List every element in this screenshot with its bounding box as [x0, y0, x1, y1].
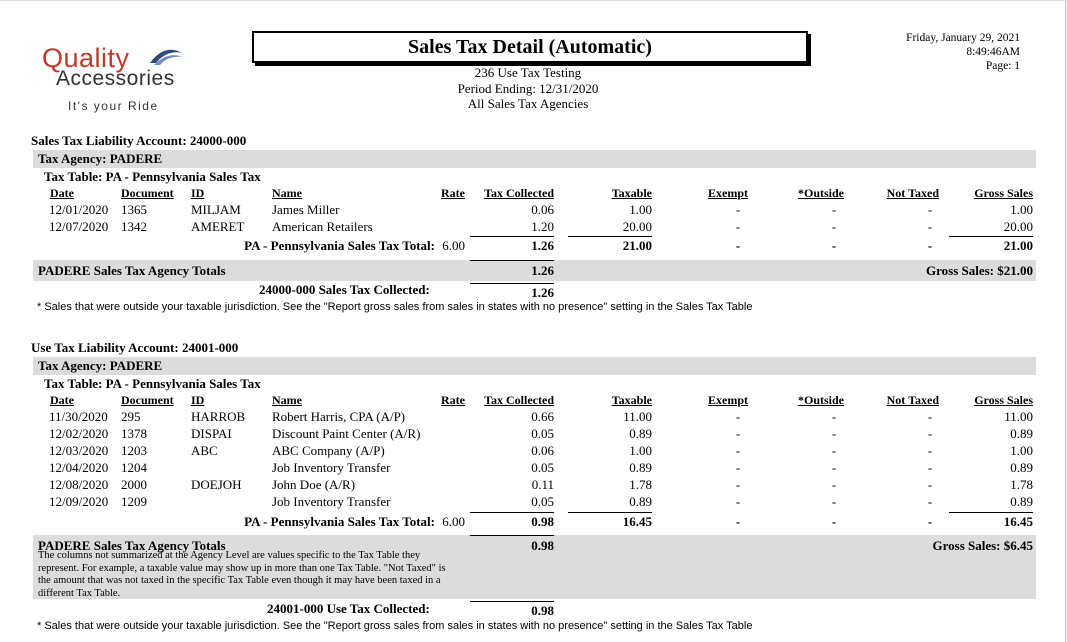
section2-total-exempt: -: [735, 514, 741, 529]
col-taxable: Taxable: [611, 393, 652, 407]
section2-agency-note: The columns not summarized at the Agency Level are values specific to the Tax Table they represent. For example, a taxable value may show up in more than one Tax Table. "Not Taxed" is the amount that was not taxed in the specific Tax Table even though it may have been taxed in a different Tax Table.: [38, 550, 446, 599]
section2-total-taxable: 16.45: [622, 514, 652, 529]
cell-tax-collected: 0.06: [531, 202, 554, 217]
col-outside: *Outside: [797, 393, 844, 407]
cell-not-taxed: -: [927, 494, 933, 509]
col-not-taxed: Not Taxed: [886, 393, 939, 407]
cell-name: James Miller: [272, 202, 340, 217]
section2-total-not-taxed: -: [927, 514, 933, 529]
section2-agency: Tax Agency: PADERE: [38, 358, 163, 373]
cell-exempt: -: [735, 202, 741, 217]
col-id: ID: [191, 186, 205, 200]
cell-date: 12/04/2020: [49, 460, 109, 475]
cell-outside: -: [831, 426, 837, 441]
col-date: Date: [50, 393, 74, 407]
cell-taxable: 11.00: [623, 409, 652, 424]
cell-gross-sales: 1.00: [1010, 202, 1033, 217]
section2-total-outside: -: [831, 514, 837, 529]
cell-exempt: -: [735, 460, 741, 475]
section1-collected-label: 24000-000 Sales Tax Collected:: [259, 282, 430, 297]
cell-outside: -: [831, 443, 837, 458]
col-taxable: Taxable: [611, 186, 652, 200]
cell-outside: -: [831, 477, 837, 492]
cell-id: AMERET: [191, 219, 245, 234]
section1-footnote: * Sales that were outside your taxable jurisdiction. See the "Report gross sales from sales in states with no presence" setting in the Sales Tax Table: [37, 301, 753, 313]
section2-gross-rule: [949, 512, 1033, 513]
cell-name: John Doe (A/R): [272, 477, 356, 492]
col-document: Document: [121, 393, 174, 407]
cell-gross-sales: 0.89: [1010, 426, 1033, 441]
cell-taxable: 0.89: [629, 494, 652, 509]
report-title: Sales Tax Detail (Automatic): [252, 31, 808, 63]
cell-exempt: -: [735, 219, 741, 234]
section1-account: Sales Tax Liability Account: 24000-000: [31, 133, 247, 148]
section1-tax-table: Tax Table: PA - Pennsylvania Sales Tax: [44, 169, 261, 184]
cell-taxable: 0.89: [629, 460, 652, 475]
cell-tax-collected: 0.05: [531, 460, 554, 475]
section1-final-rule: [470, 283, 554, 284]
section1-collected-rule: [470, 236, 554, 237]
section1-gross-rule: [949, 236, 1033, 237]
cell-outside: -: [831, 494, 837, 509]
col-name: Name: [272, 186, 302, 200]
section1-total-exempt: -: [735, 238, 741, 253]
report-date: Friday, January 29, 2021: [906, 32, 1020, 44]
cell-exempt: -: [735, 426, 741, 441]
section2-table-total-rate: 6.00: [442, 514, 465, 529]
col-not-taxed: Not Taxed: [886, 186, 939, 200]
col-tax-collected: Tax Collected: [484, 186, 554, 200]
section1-agency-gross: Gross Sales: $21.00: [925, 263, 1033, 278]
cell-not-taxed: -: [927, 460, 933, 475]
cell-gross-sales: 1.00: [1010, 443, 1033, 458]
cell-document: 1209: [121, 494, 147, 509]
cell-id: DOEJOH: [191, 477, 242, 492]
cell-tax-collected: 0.11: [531, 477, 554, 492]
section2-agency-gross: Gross Sales: $6.45: [932, 538, 1033, 553]
col-rate: Rate: [441, 186, 465, 200]
section2-collected-rule: [470, 512, 554, 513]
cell-id: HARROB: [191, 409, 246, 424]
col-date: Date: [50, 186, 74, 200]
cell-not-taxed: -: [927, 219, 933, 234]
col-tax-collected: Tax Collected: [484, 393, 554, 407]
cell-taxable: 1.00: [629, 443, 652, 458]
cell-document: 1378: [121, 426, 147, 441]
section2-account: Use Tax Liability Account: 24001-000: [31, 340, 239, 355]
col-id: ID: [191, 393, 205, 407]
cell-tax-collected: 0.05: [531, 494, 554, 509]
section1-agency-totals-label: PADERE Sales Tax Agency Totals: [38, 263, 226, 278]
cell-gross-sales: 1.78: [1010, 477, 1033, 492]
cell-taxable: 1.78: [629, 477, 652, 492]
cell-date: 12/03/2020: [49, 443, 109, 458]
section2-tax-table: Tax Table: PA - Pennsylvania Sales Tax: [44, 376, 261, 391]
section1-total-not-taxed: -: [927, 238, 933, 253]
cell-document: 1365: [121, 202, 147, 217]
report-company: 236 Use Tax Testing: [474, 65, 582, 80]
section1-agency: Tax Agency: PADERE: [38, 151, 163, 166]
section1-agency-collected: 1.26: [531, 263, 554, 278]
col-document: Document: [121, 186, 174, 200]
section2-collected-label: 24001-000 Use Tax Collected:: [267, 601, 430, 616]
cell-date: 12/02/2020: [49, 426, 109, 441]
cell-exempt: -: [735, 409, 741, 424]
col-gross-sales: Gross Sales: [974, 186, 1033, 200]
cell-tax-collected: 0.06: [531, 443, 554, 458]
section2-total-gross: 16.45: [1003, 514, 1033, 529]
section1-total-collected: 1.26: [531, 238, 554, 253]
cell-document: 2000: [121, 477, 147, 492]
cell-taxable: 20.00: [622, 219, 652, 234]
cell-name: Job Inventory Transfer: [272, 460, 391, 475]
report-page-number: Page: 1: [985, 60, 1020, 72]
cell-taxable: 0.89: [629, 426, 652, 441]
cell-document: 295: [121, 409, 141, 424]
col-exempt: Exempt: [708, 393, 748, 407]
cell-exempt: -: [735, 477, 741, 492]
cell-not-taxed: -: [927, 443, 933, 458]
cell-date: 12/01/2020: [49, 202, 109, 217]
cell-tax-collected: 1.20: [531, 219, 554, 234]
logo-text-accessories: Accessories: [56, 67, 175, 90]
cell-id: DISPAI: [191, 426, 232, 441]
section1-total-taxable: 21.00: [622, 238, 652, 253]
cell-name: ABC Company (A/P): [272, 443, 385, 458]
cell-date: 12/09/2020: [49, 494, 109, 509]
cell-gross-sales: 11.00: [1004, 409, 1033, 424]
cell-document: 1342: [121, 219, 147, 234]
section1-agency-rule: [470, 260, 554, 261]
section2-footnote: * Sales that were outside your taxable jurisdiction. See the "Report gross sales from sales in states with no presence" setting in the Sales Tax Table: [37, 620, 753, 632]
report-time: 8:49:46AM: [966, 46, 1020, 58]
section2-table-total-label: PA - Pennsylvania Sales Tax Total:: [244, 514, 435, 529]
cell-date: 12/07/2020: [49, 219, 109, 234]
section2-agency-totals-label: PADERE Sales Tax Agency Totals: [38, 538, 226, 553]
section2-taxable-rule: [568, 512, 652, 513]
cell-outside: -: [831, 219, 837, 234]
report-period: Period Ending: 12/31/2020: [457, 81, 599, 96]
cell-outside: -: [831, 460, 837, 475]
cell-name: Job Inventory Transfer: [272, 494, 391, 509]
cell-gross-sales: 0.89: [1010, 460, 1033, 475]
section1-collected-value: 1.26: [531, 285, 554, 300]
section1-table-total-label: PA - Pennsylvania Sales Tax Total:: [244, 238, 435, 253]
cell-date: 12/08/2020: [49, 477, 109, 492]
cell-id: MILJAM: [191, 202, 241, 217]
section2-agency-collected: 0.98: [531, 538, 554, 553]
cell-tax-collected: 0.05: [531, 426, 554, 441]
logo-text-quality: Quality: [42, 43, 130, 73]
section1-total-gross: 21.00: [1003, 238, 1033, 253]
cell-gross-sales: 20.00: [1003, 219, 1033, 234]
section2-final-rule: [470, 601, 554, 602]
cell-tax-collected: 0.66: [531, 409, 554, 424]
section2-total-collected: 0.98: [531, 514, 554, 529]
cell-taxable: 1.00: [629, 202, 652, 217]
col-exempt: Exempt: [708, 186, 748, 200]
section2-agency-rule: [470, 535, 554, 536]
cell-not-taxed: -: [927, 477, 933, 492]
cell-gross-sales: 0.89: [1010, 494, 1033, 509]
cell-not-taxed: -: [927, 426, 933, 441]
section1-agency-bar: [33, 150, 1036, 168]
cell-document: 1204: [121, 460, 147, 475]
section1-table-total-rate: 6.00: [442, 238, 465, 253]
logo-swoosh-icon: [148, 45, 184, 67]
cell-name: Discount Paint Center (A/R): [272, 426, 421, 441]
col-gross-sales: Gross Sales: [974, 393, 1033, 407]
col-rate: Rate: [441, 393, 465, 407]
section1-taxable-rule: [568, 236, 652, 237]
section2-agency-bar: [33, 357, 1036, 375]
section1-total-outside: -: [831, 238, 837, 253]
cell-outside: -: [831, 202, 837, 217]
cell-not-taxed: -: [927, 409, 933, 424]
cell-outside: -: [831, 409, 837, 424]
cell-date: 11/30/2020: [49, 409, 108, 424]
col-outside: *Outside: [797, 186, 844, 200]
cell-document: 1203: [121, 443, 147, 458]
report-agencies: All Sales Tax Agencies: [467, 96, 589, 111]
cell-exempt: -: [735, 494, 741, 509]
section2-collected-value: 0.98: [531, 603, 554, 618]
cell-name: Robert Harris, CPA (A/P): [272, 409, 406, 424]
cell-not-taxed: -: [927, 202, 933, 217]
cell-exempt: -: [735, 443, 741, 458]
cell-id: ABC: [191, 443, 218, 458]
col-name: Name: [272, 393, 302, 407]
logo-tagline: It's your Ride: [68, 99, 159, 113]
cell-name: American Retailers: [272, 219, 373, 234]
